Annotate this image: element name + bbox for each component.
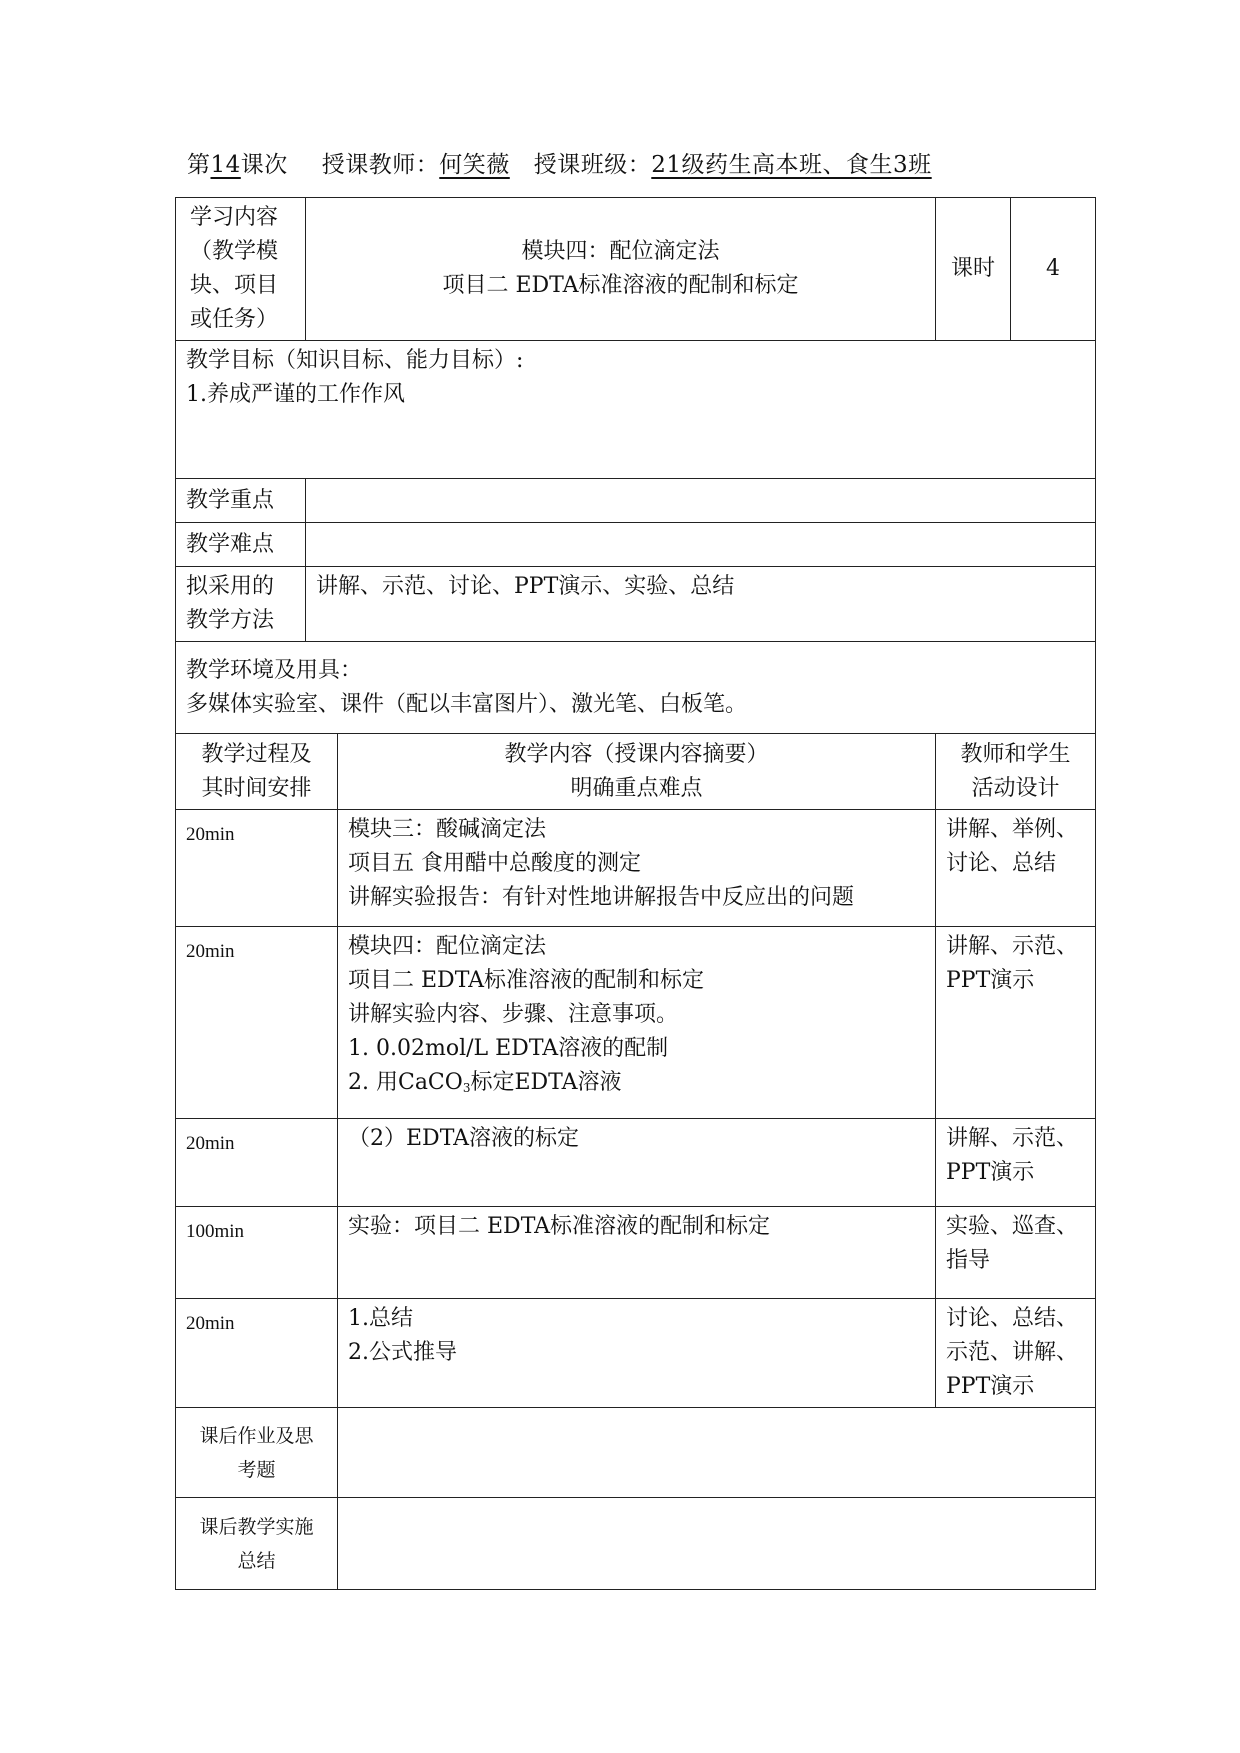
process-time: 20min [176,927,338,1119]
hours-label: 课时 [936,198,1011,341]
process-activity: 讲解、举例、 讨论、总结 [936,810,1096,927]
key-points-value [306,479,1096,523]
process-row [176,1299,1096,1408]
class-name: 21级药生高本班、食生3班 [651,152,932,178]
key-points-row [176,479,1096,523]
content-row [176,198,1096,341]
process-header-row [176,734,1096,810]
process-header-content: 教学内容（授课内容摘要） 明确重点难点 [338,734,936,810]
class-label: 授课班级： [533,152,652,178]
key-points-label: 教学重点 [176,479,306,523]
module-title: 模块四：配位滴定法 [521,239,720,264]
process-activity: 讲解、示范、 PPT演示 [936,1119,1096,1207]
methods-label: 拟采用的 教学方法 [176,567,306,642]
objectives-row [176,341,1096,479]
summary-value [338,1498,1096,1590]
process-content: 模块三：酸碱滴定法 项目五 食用醋中总酸度的测定 讲解实验报告：有针对性地讲解报告中反应出的问题 [338,810,936,927]
process-activity: 实验、巡查、 指导 [936,1207,1096,1299]
hours-value: 4 [1011,198,1096,341]
process-header-time: 教学过程及 其时间安排 [176,734,338,810]
process-row [176,810,1096,927]
methods-value: 讲解、示范、讨论、PPT演示、实验、总结 [306,567,1096,642]
teacher-name: 何笑薇 [439,152,510,178]
process-content: 1.总结 2.公式推导 [338,1299,936,1408]
objectives-cell [176,341,1096,479]
process-header-activity: 教师和学生 活动设计 [936,734,1096,810]
content-topic [306,198,936,341]
methods-row [176,567,1096,642]
difficulties-value [306,523,1096,567]
environment-row [176,642,1096,734]
environment-title: 教学环境及用具： [186,657,363,683]
process-row [176,927,1096,1119]
process-time: 100min [176,1207,338,1299]
teacher-label: 授课教师： [321,152,440,178]
project-title: 项目二 EDTA标准溶液的配制和标定 [442,273,799,298]
session-number: 14 [210,152,241,178]
lesson-plan-table [175,197,1096,1590]
content-label: 学习内容 （教学模 块、项目 或任务） [176,198,306,341]
process-content: （2）EDTA溶液的标定 [338,1119,936,1207]
process-content: 实验：项目二 EDTA标准溶液的配制和标定 [338,1207,936,1299]
difficulties-label: 教学难点 [176,523,306,567]
environment-value: 多媒体实验室、课件（配以丰富图片）、激光笔、白板笔。 [186,691,748,717]
summary-row [176,1498,1096,1590]
environment-cell [176,642,1096,734]
homework-row [176,1408,1096,1498]
process-activity: 讨论、总结、 示范、讲解、 PPT演示 [936,1299,1096,1408]
summary-label: 课后教学实施 总结 [176,1498,338,1590]
lesson-header [187,146,932,179]
session-suffix: 课次 [240,152,288,178]
session-prefix: 第 [187,152,211,178]
process-content: 模块四：配位滴定法 项目二 EDTA标准溶液的配制和标定 讲解实验内容、步骤、注意事项。 1. 0.02mol/L EDTA溶液的配制 2. 用CaCO$_3$标定EDTA溶液 [338,927,936,1119]
homework-value [338,1408,1096,1498]
process-time: 20min [176,1119,338,1207]
objective-item: 1.养成严谨的工作作风 [186,382,405,407]
process-activity: 讲解、示范、 PPT演示 [936,927,1096,1119]
homework-label: 课后作业及思 考题 [176,1408,338,1498]
difficulties-row [176,523,1096,567]
process-row [176,1119,1096,1207]
process-time: 20min [176,1299,338,1408]
process-time: 20min [176,810,338,927]
objectives-title: 教学目标（知识目标、能力目标）: [186,348,524,373]
process-row [176,1207,1096,1299]
